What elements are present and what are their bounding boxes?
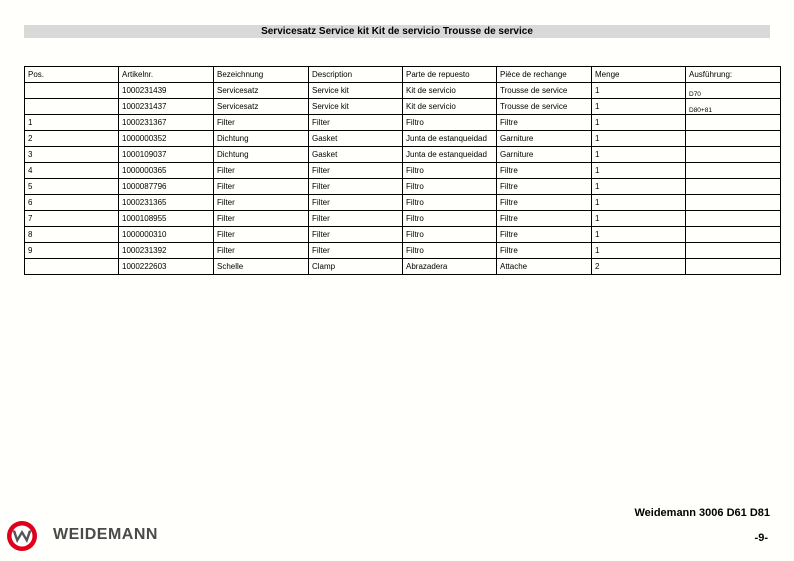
table-row bbox=[25, 147, 781, 163]
brand-wordmark: WEIDEMANN bbox=[53, 526, 158, 543]
parte-cell: Filtro bbox=[403, 227, 497, 243]
variant-cell bbox=[686, 163, 781, 179]
column-header: Pos. bbox=[25, 67, 119, 83]
description-cell: Filter bbox=[309, 227, 403, 243]
variant-cell bbox=[686, 259, 781, 275]
variant-cell bbox=[686, 211, 781, 227]
article-number-cell: 1000231392 bbox=[119, 243, 214, 259]
pos-cell bbox=[25, 259, 119, 275]
bezeichnung-cell: Servicesatz bbox=[214, 99, 309, 115]
quantity-cell: 2 bbox=[592, 259, 686, 275]
table-row bbox=[25, 131, 781, 147]
bezeichnung-cell: Filter bbox=[214, 243, 309, 259]
table-row bbox=[25, 163, 781, 179]
model-designation: Weidemann 3006 D61 D81 bbox=[634, 507, 770, 519]
variant-cell: D80+81 bbox=[686, 99, 781, 115]
pos-cell: 2 bbox=[25, 131, 119, 147]
piece-cell: Garniture bbox=[497, 131, 592, 147]
quantity-cell: 1 bbox=[592, 195, 686, 211]
column-header: Description bbox=[309, 67, 403, 83]
column-header: Pièce de rechange bbox=[497, 67, 592, 83]
piece-cell: Filtre bbox=[497, 163, 592, 179]
article-number-cell: 1000222603 bbox=[119, 259, 214, 275]
table-row bbox=[25, 195, 781, 211]
parte-cell: Kit de servicio bbox=[403, 99, 497, 115]
bezeichnung-cell: Schelle bbox=[214, 259, 309, 275]
quantity-cell: 1 bbox=[592, 163, 686, 179]
column-header: Parte de repuesto bbox=[403, 67, 497, 83]
article-number-cell: 1000000310 bbox=[119, 227, 214, 243]
pos-cell: 9 bbox=[25, 243, 119, 259]
piece-cell: Filtre bbox=[497, 243, 592, 259]
variant-cell bbox=[686, 147, 781, 163]
quantity-cell: 1 bbox=[592, 179, 686, 195]
variant-cell bbox=[686, 243, 781, 259]
piece-cell: Filtre bbox=[497, 227, 592, 243]
table-row bbox=[25, 115, 781, 131]
quantity-cell: 1 bbox=[592, 131, 686, 147]
variant-cell bbox=[686, 227, 781, 243]
article-number-cell: 1000109037 bbox=[119, 147, 214, 163]
article-number-cell: 1000000365 bbox=[119, 163, 214, 179]
article-number-cell: 1000231439 bbox=[119, 83, 214, 99]
article-number-cell: 1000231367 bbox=[119, 115, 214, 131]
pos-cell bbox=[25, 99, 119, 115]
page-title: Servicesatz Service kit Kit de servicio Trousse de service bbox=[261, 26, 533, 37]
piece-cell: Filtre bbox=[497, 115, 592, 131]
article-number-cell: 1000087796 bbox=[119, 179, 214, 195]
parte-cell: Filtro bbox=[403, 195, 497, 211]
table-row bbox=[25, 259, 781, 275]
piece-cell: Attache bbox=[497, 259, 592, 275]
table-row bbox=[25, 211, 781, 227]
description-cell: Filter bbox=[309, 163, 403, 179]
piece-cell: Garniture bbox=[497, 147, 592, 163]
description-cell: Service kit bbox=[309, 83, 403, 99]
parte-cell: Abrazadera bbox=[403, 259, 497, 275]
article-number-cell: 1000231365 bbox=[119, 195, 214, 211]
piece-cell: Filtre bbox=[497, 211, 592, 227]
pos-cell: 6 bbox=[25, 195, 119, 211]
pos-cell: 8 bbox=[25, 227, 119, 243]
variant-cell bbox=[686, 115, 781, 131]
variant-cell bbox=[686, 179, 781, 195]
article-number-cell: 1000108955 bbox=[119, 211, 214, 227]
table-header-row bbox=[25, 67, 781, 83]
column-header: Ausführung: bbox=[686, 67, 781, 83]
article-number-cell: 1000000352 bbox=[119, 131, 214, 147]
description-cell: Filter bbox=[309, 211, 403, 227]
title-bar bbox=[24, 25, 770, 38]
pos-cell: 4 bbox=[25, 163, 119, 179]
parte-cell: Filtro bbox=[403, 211, 497, 227]
pos-cell: 5 bbox=[25, 179, 119, 195]
description-cell: Gasket bbox=[309, 147, 403, 163]
pos-cell: 7 bbox=[25, 211, 119, 227]
parte-cell: Filtro bbox=[403, 115, 497, 131]
bezeichnung-cell: Dichtung bbox=[214, 147, 309, 163]
weidemann-w-logo-icon bbox=[6, 520, 38, 552]
column-header: Menge bbox=[592, 67, 686, 83]
bezeichnung-cell: Filter bbox=[214, 211, 309, 227]
bezeichnung-cell: Filter bbox=[214, 163, 309, 179]
variant-cell bbox=[686, 131, 781, 147]
bezeichnung-cell: Filter bbox=[214, 179, 309, 195]
quantity-cell: 1 bbox=[592, 83, 686, 99]
description-cell: Clamp bbox=[309, 259, 403, 275]
table-row bbox=[25, 99, 781, 115]
table-row bbox=[25, 243, 781, 259]
variant-cell bbox=[686, 195, 781, 211]
quantity-cell: 1 bbox=[592, 227, 686, 243]
parte-cell: Junta de estanqueidad bbox=[403, 147, 497, 163]
table-row bbox=[25, 179, 781, 195]
piece-cell: Filtre bbox=[497, 179, 592, 195]
parte-cell: Junta de estanqueidad bbox=[403, 131, 497, 147]
parte-cell: Filtro bbox=[403, 243, 497, 259]
bezeichnung-cell: Filter bbox=[214, 195, 309, 211]
variant-cell: D70 bbox=[686, 83, 781, 99]
page-number: -9- bbox=[754, 532, 768, 544]
description-cell: Filter bbox=[309, 179, 403, 195]
description-cell: Filter bbox=[309, 243, 403, 259]
pos-cell: 1 bbox=[25, 115, 119, 131]
bezeichnung-cell: Servicesatz bbox=[214, 83, 309, 99]
piece-cell: Trousse de service bbox=[497, 83, 592, 99]
table-row bbox=[25, 227, 781, 243]
piece-cell: Trousse de service bbox=[497, 99, 592, 115]
parte-cell: Kit de servicio bbox=[403, 83, 497, 99]
quantity-cell: 1 bbox=[592, 147, 686, 163]
pos-cell: 3 bbox=[25, 147, 119, 163]
parte-cell: Filtro bbox=[403, 179, 497, 195]
quantity-cell: 1 bbox=[592, 243, 686, 259]
parte-cell: Filtro bbox=[403, 163, 497, 179]
description-cell: Filter bbox=[309, 115, 403, 131]
description-cell: Service kit bbox=[309, 99, 403, 115]
description-cell: Filter bbox=[309, 195, 403, 211]
bezeichnung-cell: Dichtung bbox=[214, 131, 309, 147]
description-cell: Gasket bbox=[309, 131, 403, 147]
bezeichnung-cell: Filter bbox=[214, 227, 309, 243]
column-header: Bezeichnung bbox=[214, 67, 309, 83]
quantity-cell: 1 bbox=[592, 211, 686, 227]
article-number-cell: 1000231437 bbox=[119, 99, 214, 115]
quantity-cell: 1 bbox=[592, 115, 686, 131]
table-row bbox=[25, 83, 781, 99]
quantity-cell: 1 bbox=[592, 99, 686, 115]
parts-table bbox=[24, 66, 781, 275]
piece-cell: Filtre bbox=[497, 195, 592, 211]
bezeichnung-cell: Filter bbox=[214, 115, 309, 131]
column-header: Artikelnr. bbox=[119, 67, 214, 83]
pos-cell bbox=[25, 83, 119, 99]
